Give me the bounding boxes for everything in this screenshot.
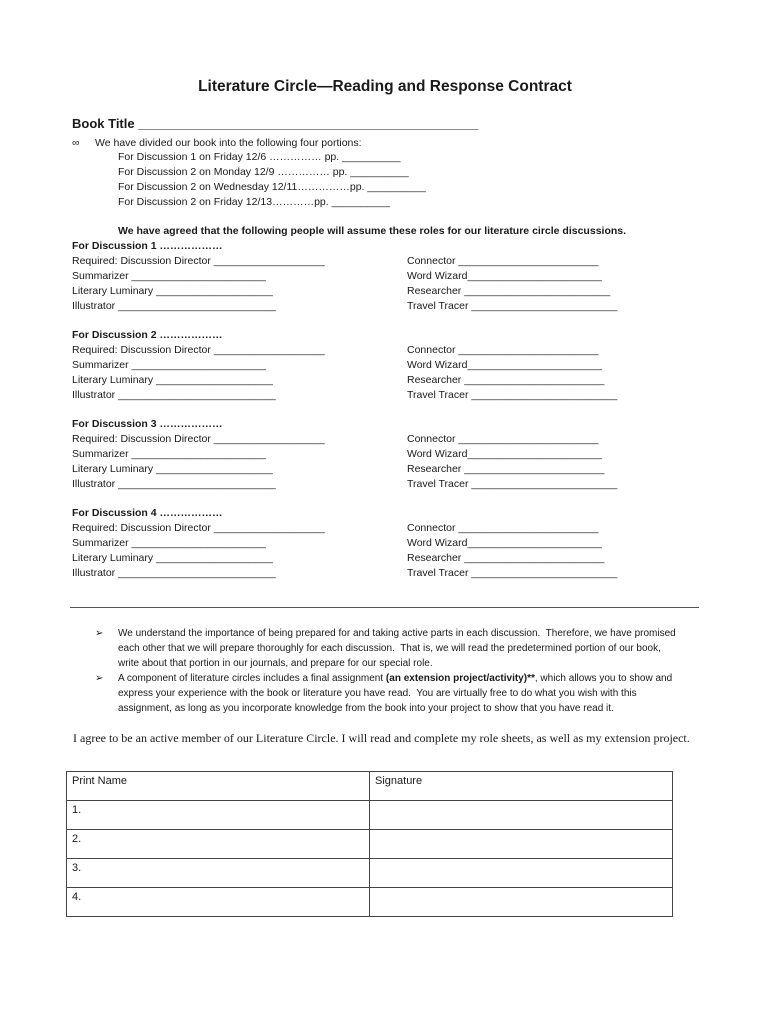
portion-3: For Discussion 2 on Wednesday 12/11……………pp. __________: [118, 181, 426, 193]
print-name-cell[interactable]: 4.: [67, 888, 370, 917]
role-field[interactable]: Literary Luminary ____________________: [72, 463, 273, 475]
bullet-1-line: We understand the importance of being prepared for and taking active parts in each discussion. Therefore, we have promised: [118, 628, 676, 639]
signature-table: [66, 771, 673, 917]
bullet-1-line: each other that we will prepare thoroughly for each discussion. That is, we will read the predetermined portion of our book,: [118, 643, 661, 654]
role-field[interactable]: Summarizer _______________________: [72, 270, 266, 282]
discussion-3-heading: For Discussion 3 ………………: [72, 418, 223, 430]
role-field[interactable]: Connector ________________________: [407, 433, 599, 445]
table-header-row: [67, 772, 673, 801]
table-row: [67, 888, 673, 917]
role-field[interactable]: Required: Discussion Director ___________________: [72, 522, 325, 534]
role-field[interactable]: Researcher _________________________: [407, 285, 611, 297]
print-name-header: Print Name: [67, 772, 370, 801]
role-field[interactable]: Researcher ________________________: [407, 552, 605, 564]
role-field[interactable]: Word Wizard_______________________: [407, 448, 602, 460]
role-field[interactable]: Word Wizard_______________________: [407, 359, 602, 371]
signature-cell[interactable]: [370, 830, 673, 859]
signature-cell[interactable]: [370, 859, 673, 888]
bullet-2-line: assignment, as long as you incorporate knowledge from the book into your project to show that you have read it.: [118, 703, 614, 714]
table-row: [67, 830, 673, 859]
role-field[interactable]: Illustrator ___________________________: [72, 567, 276, 579]
roles-intro: We have agreed that the following people will assume these roles for our literature circle discussions.: [118, 225, 627, 237]
infinity-icon: ∞: [72, 137, 80, 149]
discussion-1-heading: For Discussion 1 ………………: [72, 240, 223, 252]
role-field[interactable]: Connector ________________________: [407, 255, 599, 267]
bullet-2-line: A component of literature circles includes a final assignment (an extension project/activity)**, which allows you to show and: [118, 673, 673, 684]
role-field[interactable]: Word Wizard_______________________: [407, 270, 602, 282]
print-name-cell[interactable]: 1.: [67, 801, 370, 830]
role-field[interactable]: Connector ________________________: [407, 522, 599, 534]
book-title-field[interactable]: Book Title _______________________________________________: [72, 116, 479, 131]
role-field[interactable]: Summarizer _______________________: [72, 537, 266, 549]
role-field[interactable]: Required: Discussion Director ___________________: [72, 433, 325, 445]
role-field[interactable]: Travel Tracer _________________________: [407, 300, 618, 312]
role-field[interactable]: Literary Luminary ____________________: [72, 285, 273, 297]
role-field[interactable]: Required: Discussion Director ___________________: [72, 255, 325, 267]
role-field[interactable]: Connector ________________________: [407, 344, 599, 356]
print-name-cell[interactable]: 2.: [67, 830, 370, 859]
role-field[interactable]: Literary Luminary ____________________: [72, 374, 273, 386]
page-title: Literature Circle—Reading and Response Contract: [198, 78, 572, 95]
role-field[interactable]: Illustrator ___________________________: [72, 389, 276, 401]
role-field[interactable]: Literary Luminary ____________________: [72, 552, 273, 564]
bullet-2-line: express your experience with the book or literature you have read. You are virtually free to do what you wish with this: [118, 688, 637, 699]
portion-2: For Discussion 2 on Monday 12/9 …………… pp. __________: [118, 166, 409, 178]
role-field[interactable]: Required: Discussion Director ___________________: [72, 344, 325, 356]
signature-header: Signature: [370, 772, 673, 801]
section-divider: [70, 607, 699, 608]
discussion-2-heading: For Discussion 2 ………………: [72, 329, 223, 341]
agreement-statement: I agree to be an active member of our Literature Circle. I will read and complete my role sheets, as well as my extension project.: [73, 731, 690, 745]
bullet-1-line: write about that portion in our journals, and prepare for our special role.: [118, 658, 433, 669]
signature-cell[interactable]: [370, 801, 673, 830]
arrow-bullet-icon: ➢: [95, 628, 104, 639]
role-field[interactable]: Summarizer _______________________: [72, 359, 266, 371]
role-field[interactable]: Travel Tracer _________________________: [407, 567, 618, 579]
portion-1: For Discussion 1 on Friday 12/6 …………… pp. __________: [118, 151, 401, 163]
portion-4: For Discussion 2 on Friday 12/13…………pp. __________: [118, 196, 390, 208]
role-field[interactable]: Researcher ________________________: [407, 374, 605, 386]
role-field[interactable]: Illustrator ___________________________: [72, 478, 276, 490]
arrow-bullet-icon: ➢: [95, 673, 104, 684]
print-name-cell[interactable]: 3.: [67, 859, 370, 888]
role-field[interactable]: Travel Tracer _________________________: [407, 389, 618, 401]
role-field[interactable]: Summarizer _______________________: [72, 448, 266, 460]
role-field[interactable]: Word Wizard_______________________: [407, 537, 602, 549]
portions-intro: We have divided our book into the following four portions:: [95, 137, 362, 149]
table-row: [67, 801, 673, 830]
table-row: [67, 859, 673, 888]
discussion-4-heading: For Discussion 4 ………………: [72, 507, 223, 519]
role-field[interactable]: Researcher ________________________: [407, 463, 605, 475]
role-field[interactable]: Travel Tracer _________________________: [407, 478, 618, 490]
role-field[interactable]: Illustrator ___________________________: [72, 300, 276, 312]
signature-cell[interactable]: [370, 888, 673, 917]
